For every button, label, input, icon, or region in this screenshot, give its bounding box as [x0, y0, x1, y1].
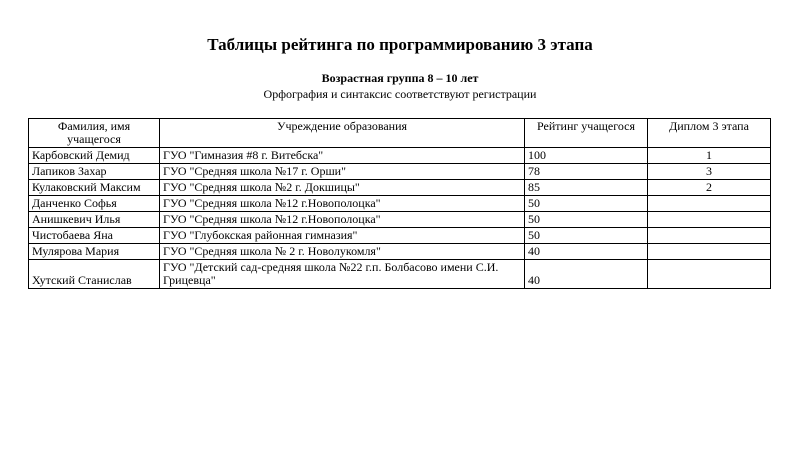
student-name: Мулярова Мария: [29, 244, 160, 260]
rating-table: [28, 118, 771, 289]
header-institution: Учреждение образования: [160, 119, 525, 148]
diploma-value: 3: [648, 164, 771, 180]
diploma-value: [648, 212, 771, 228]
student-name: Карбовский Демид: [29, 148, 160, 164]
rating-value: 50: [525, 196, 648, 212]
student-name: Лапиков Захар: [29, 164, 160, 180]
table-row: [29, 260, 771, 289]
table-row: [29, 228, 771, 244]
institution: ГУО "Гимназия #8 г. Витебска": [160, 148, 525, 164]
page-title: Таблицы рейтинга по программированию 3 этапа: [207, 35, 593, 54]
spelling-note: Орфография и синтаксис соответствуют регистрации: [263, 87, 537, 101]
table-row: [29, 196, 771, 212]
diploma-value: 1: [648, 148, 771, 164]
student-name: Хутский Станислав: [29, 260, 160, 289]
institution: ГУО "Средняя школа №12 г.Новополоцка": [160, 196, 525, 212]
header-diploma: Диплом 3 этапа: [648, 119, 771, 148]
rating-value: 100: [525, 148, 648, 164]
rating-value: 40: [525, 260, 648, 289]
institution: ГУО "Детский сад-средняя школа №22 г.п. Болбасово имени С.И. Грицевца": [160, 260, 525, 289]
table-row: [29, 180, 771, 196]
institution: ГУО "Средняя школа №12 г.Новополоцка": [160, 212, 525, 228]
header-rating: Рейтинг учащегося: [525, 119, 648, 148]
table-row: [29, 212, 771, 228]
diploma-value: [648, 196, 771, 212]
header-student-name: Фамилия, имя учащегося: [29, 119, 160, 148]
rating-value: 85: [525, 180, 648, 196]
diploma-value: 2: [648, 180, 771, 196]
institution: ГУО "Глубокская районная гимназия": [160, 228, 525, 244]
diploma-value: [648, 228, 771, 244]
student-name: Чистобаева Яна: [29, 228, 160, 244]
student-name: Данченко Софья: [29, 196, 160, 212]
table-row: [29, 148, 771, 164]
student-name: Анишкевич Илья: [29, 212, 160, 228]
institution: ГУО "Средняя школа № 2 г. Новолукомля": [160, 244, 525, 260]
age-group-title: Возрастная группа 8 – 10 лет: [321, 71, 479, 85]
diploma-value: [648, 260, 771, 289]
rating-value: 78: [525, 164, 648, 180]
diploma-value: [648, 244, 771, 260]
table-row: [29, 164, 771, 180]
institution: ГУО "Средняя школа №17 г. Орши": [160, 164, 525, 180]
student-name: Кулаковский Максим: [29, 180, 160, 196]
rating-value: 50: [525, 228, 648, 244]
table-header-row: [29, 119, 771, 148]
rating-value: 40: [525, 244, 648, 260]
institution: ГУО "Средняя школа №2 г. Докшицы": [160, 180, 525, 196]
table-row: [29, 244, 771, 260]
rating-value: 50: [525, 212, 648, 228]
